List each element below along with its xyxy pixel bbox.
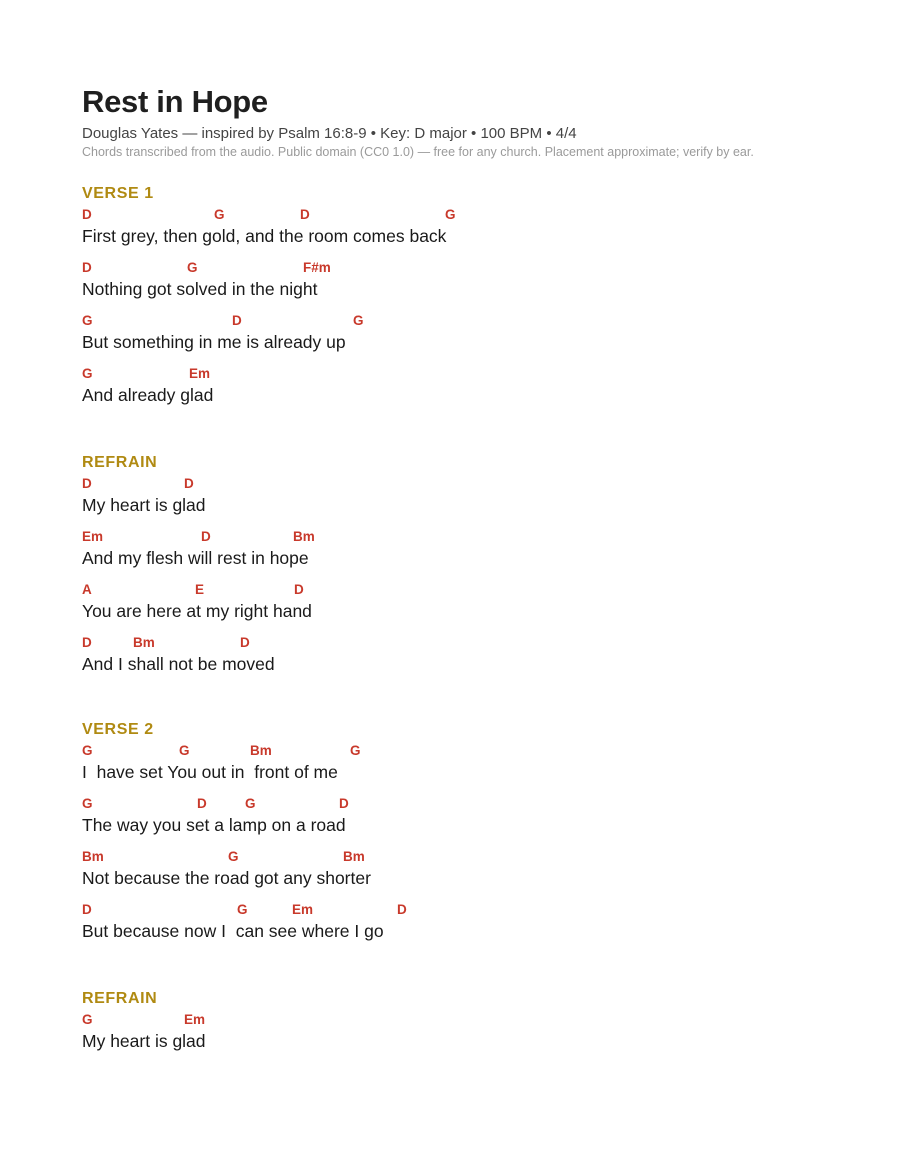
song-title: Rest in Hope: [82, 84, 268, 119]
chord-row: [82, 847, 862, 867]
chord: G: [353, 313, 364, 328]
lyric-text: Not because the road got any shorter: [82, 868, 371, 888]
chord: D: [197, 796, 207, 811]
chord: G: [187, 260, 198, 275]
lyric-line: [82, 633, 862, 686]
chord: D: [82, 902, 92, 917]
lyric-line: [82, 847, 862, 900]
chord: D: [294, 582, 304, 597]
lyric-line: [82, 794, 862, 847]
lyric-text: My heart is glad: [82, 1031, 206, 1051]
chord-row: [82, 527, 862, 547]
chord: D: [339, 796, 349, 811]
song-subtitle: Douglas Yates — inspired by Psalm 16:8-9 • Key: D major • 100 BPM • 4/4: [82, 125, 577, 142]
lyric-line: [82, 205, 862, 258]
chord: G: [350, 743, 361, 758]
song-section: [82, 719, 862, 953]
chord: G: [445, 207, 456, 222]
lyric-line: [82, 1010, 862, 1063]
lyric-line: [82, 258, 862, 311]
lyric-line: [82, 900, 862, 953]
chord: D: [232, 313, 242, 328]
chord-row: [82, 580, 862, 600]
lyric-line: [82, 474, 862, 527]
chord: G: [179, 743, 190, 758]
chord: G: [237, 902, 248, 917]
chord: G: [82, 313, 93, 328]
chord: D: [397, 902, 407, 917]
lyric-text: You are here at my right hand: [82, 601, 312, 621]
chord: D: [300, 207, 310, 222]
lyric-line: [82, 741, 862, 794]
lyric-line: [82, 527, 862, 580]
chord: D: [82, 260, 92, 275]
chord: Em: [184, 1012, 206, 1027]
chord: Bm: [250, 743, 272, 758]
chord-row: [82, 364, 862, 384]
lyric-line: [82, 311, 862, 364]
section-label: REFRAIN: [82, 990, 158, 1007]
chord: D: [82, 635, 92, 650]
chord: D: [82, 207, 92, 222]
chord: G: [228, 849, 239, 864]
chord: D: [240, 635, 250, 650]
chord: G: [82, 1012, 93, 1027]
lyric-text: But something in me is already up: [82, 332, 346, 352]
chord: Bm: [133, 635, 155, 650]
chord-row: [82, 741, 862, 761]
chord-row: [82, 258, 862, 278]
lyric-text: The way you set a lamp on a road: [82, 815, 346, 835]
chord-row: [82, 205, 862, 225]
chord-row: [82, 794, 862, 814]
chord-row: [82, 474, 862, 494]
chord-row: [82, 311, 862, 331]
chord-row: [82, 900, 862, 920]
lyric-line: [82, 364, 862, 417]
lyric-text: And I shall not be moved: [82, 654, 275, 674]
lyric-text: But because now I can see where I go: [82, 921, 384, 941]
chord: G: [82, 796, 93, 811]
section-label: VERSE 2: [82, 721, 154, 738]
chord-row: [82, 633, 862, 653]
lyric-text: I have set You out in front of me: [82, 762, 338, 782]
chord: G: [82, 743, 93, 758]
chord: F#m: [303, 260, 331, 275]
lyric-text: And already glad: [82, 385, 214, 405]
song-header: [82, 82, 862, 160]
section-label: VERSE 1: [82, 185, 154, 202]
song-section: [82, 988, 862, 1063]
chord: E: [195, 582, 205, 597]
chord: Bm: [293, 529, 315, 544]
chord: G: [245, 796, 256, 811]
chord: D: [201, 529, 211, 544]
lyric-text: And my flesh will rest in hope: [82, 548, 309, 568]
song-section: [82, 452, 862, 686]
chord: D: [184, 476, 194, 491]
lyric-text: Nothing got solved in the night: [82, 279, 318, 299]
song-note: Chords transcribed from the audio. Public domain (CC0 1.0) — free for any church. Placement approximate; verify by ear.: [82, 145, 754, 159]
chord: Em: [292, 902, 314, 917]
song-section: [82, 183, 862, 417]
chord: Bm: [82, 849, 104, 864]
chord: A: [82, 582, 92, 597]
chord: Em: [82, 529, 104, 544]
chord: G: [82, 366, 93, 381]
lyric-line: [82, 580, 862, 633]
chord-row: [82, 1010, 862, 1030]
chord: Bm: [343, 849, 365, 864]
lyric-text: My heart is glad: [82, 495, 206, 515]
chord: D: [82, 476, 92, 491]
section-label: REFRAIN: [82, 454, 158, 471]
chord: G: [214, 207, 225, 222]
chord: Em: [189, 366, 211, 381]
lyric-text: First grey, then gold, and the room comes back: [82, 226, 447, 246]
